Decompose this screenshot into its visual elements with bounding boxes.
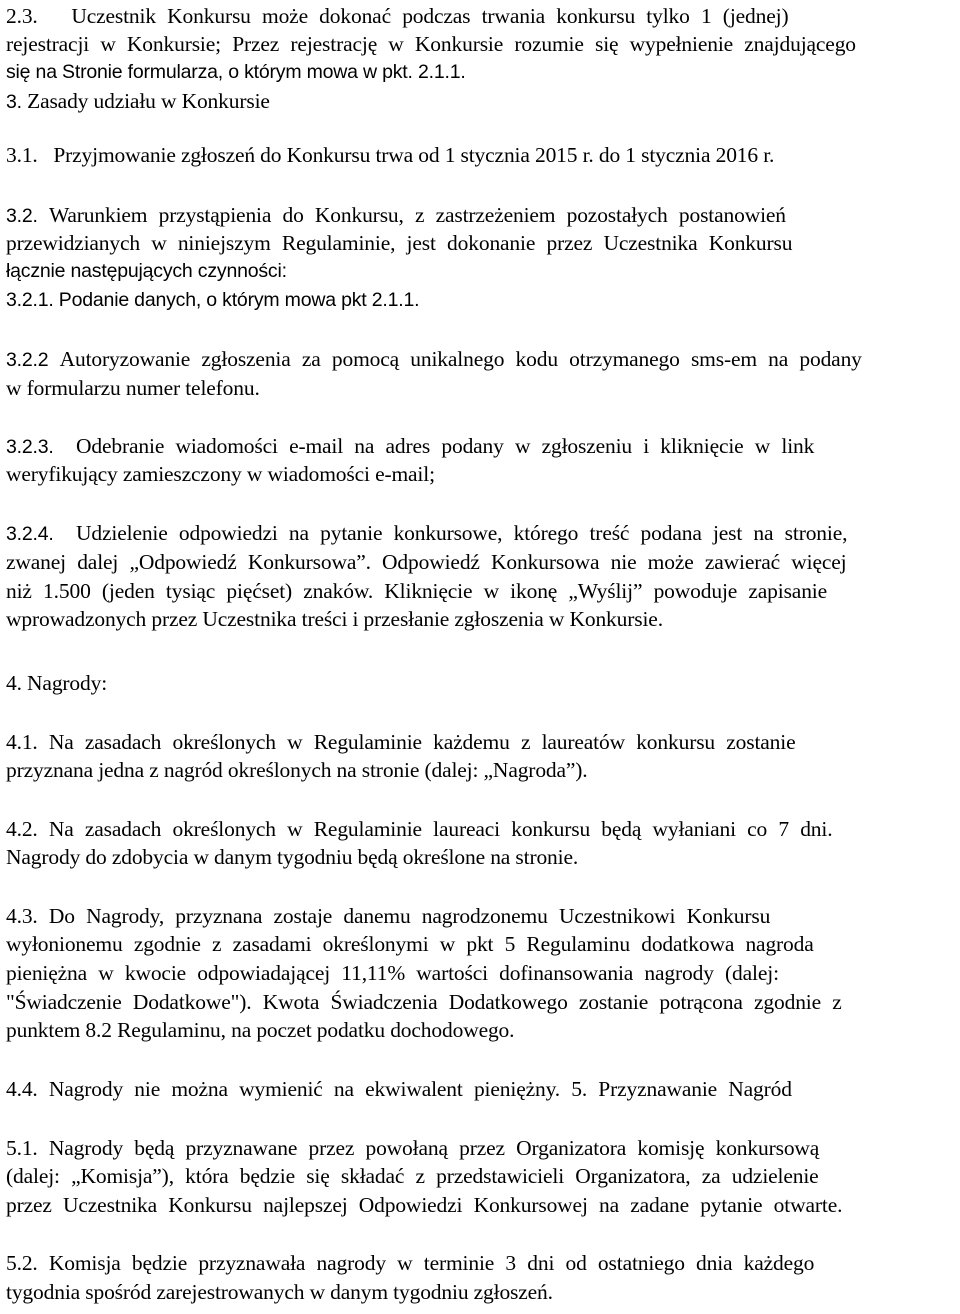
text-segment: 5.2. Komisja będzie przyznawała nagrody w terminie 3 dni od ostatniego dnia każdego <box>6 1251 815 1275</box>
text-segment: 4.1. Na zasadach określonych w Regulaminie każdemu z laureatów konkursu zostanie <box>6 730 796 754</box>
text-segment: 3.1. Przyjmowanie zgłoszeń do Konkursu trwa od 1 stycznia 2015 r. do 1 stycznia 2016 r. <box>6 143 775 167</box>
text-segment: 5.1. Nagrody będą przyznawane przez powołaną przez Organizatora komisję konkursową <box>6 1136 820 1160</box>
text-segment: 3.2. <box>6 205 49 227</box>
text-line <box>6 732 796 754</box>
text-line <box>6 436 814 458</box>
text-segment: przewidzianych w niniejszym Regulaminie, jest dokonanie przez Uczestnika Konkursu <box>6 231 793 255</box>
text-segment: rejestracji w Konkursie; Przez rejestrację w Konkursie rozumie się wypełnienie znajdującego <box>6 32 856 56</box>
text-segment: Udzielenie odpowiedzi na pytanie konkursowe, którego treść podana jest na stronie, <box>76 521 848 545</box>
text-line <box>6 1253 814 1275</box>
text-line <box>6 523 847 545</box>
text-line <box>6 992 842 1014</box>
text-line <box>6 847 578 869</box>
text-line <box>6 819 832 841</box>
text-line <box>6 552 846 574</box>
text-segment: 4.4. Nagrody nie można wymienić na ekwiwalent pieniężny. 5. Przyznawanie Nagród <box>6 1077 792 1101</box>
text-segment: 4.2. Na zasadach określonych w Regulaminie laureaci konkursu będą wyłaniani co 7 dni. <box>6 817 833 841</box>
text-line <box>6 1020 514 1042</box>
text-line <box>6 1079 792 1101</box>
text-line <box>6 378 260 400</box>
text-segment: Autoryzowanie zgłoszenia za pomocą unikalnego kodu otrzymanego sms-em na podany <box>59 347 862 371</box>
text-segment: 3.2.4. <box>6 523 77 545</box>
text-line <box>6 464 435 486</box>
text-line <box>6 6 788 28</box>
text-line <box>6 673 107 695</box>
text-segment: 3.2.2 <box>6 349 60 371</box>
text-segment: Odebranie wiadomości e-mail na adres podany w zgłoszeniu i kliknięcie w link <box>76 434 815 458</box>
text-segment: 2.3. Uczestnik Konkursu może dokonać podczas trwania konkursu tylko 1 (jednej) <box>6 4 789 28</box>
text-segment: 3.2.3. <box>6 436 77 458</box>
text-line <box>6 934 814 956</box>
text-line <box>6 262 287 282</box>
text-line <box>6 1166 819 1188</box>
text-segment: przez Uczestnika Konkursu najlepszej Odpowiedzi Konkursowej na zadane pytanie otwarte. <box>6 1193 843 1217</box>
text-line <box>6 233 792 255</box>
text-line <box>6 205 786 227</box>
text-line <box>6 34 856 56</box>
text-line <box>6 581 827 603</box>
text-segment: Warunkiem przystąpienia do Konkursu, z zastrzeżeniem pozostałych postanowień <box>48 203 786 227</box>
text-line <box>6 63 466 83</box>
text-segment: pieniężna w kwocie odpowiadającej 11,11% wartości dofinansowania nagrody (dalej: <box>6 961 779 985</box>
text-segment: tygodnia spośród zarejestrowanych w danym tygodniu zgłoszeń. <box>6 1280 553 1304</box>
text-line <box>6 291 419 311</box>
text-segment: Nagrody do zdobycia w danym tygodniu będą określone na stronie. <box>6 845 579 869</box>
text-line <box>6 760 588 782</box>
text-segment: "Świadczenie Dodatkowe"). Kwota Świadczenia Dodatkowego zostanie potrącona zgodnie z <box>6 990 842 1014</box>
text-segment: zwanej dalej „Odpowiedź Konkursowa”. Odpowiedź Konkursowa nie może zawierać więcej <box>6 550 847 574</box>
text-segment: punktem 8.2 Regulaminu, na poczet podatku dochodowego. <box>6 1018 515 1042</box>
text-segment: niż 1.500 (jeden tysiąc pięćset) znaków. Kliknięcie w ikonę „Wyślij” powoduje zapisanie <box>6 579 828 603</box>
text-line <box>6 1282 553 1304</box>
text-segment: łącznie następujących czynności: <box>6 260 287 282</box>
text-line <box>6 963 779 985</box>
text-line <box>6 609 663 631</box>
text-segment: weryfikujący zamieszczony w wiadomości e-mail; <box>6 462 435 486</box>
text-segment: się na Stronie formularza, o którym mowa w pkt. 2.1.1. <box>6 61 466 83</box>
text-segment: Zasady udziału w Konkursie <box>27 89 270 113</box>
text-segment: przyznana jedna z nagród określonych na stronie (dalej: „Nagroda”). <box>6 758 588 782</box>
text-line <box>6 1138 819 1160</box>
text-segment: 4.3. Do Nagrody, przyznana zostaje danemu nagrodzonemu Uczestnikowi Konkursu <box>6 904 771 928</box>
text-segment: 3. <box>6 91 28 113</box>
text-segment: wyłonionemu zgodnie z zasadami określonymi w pkt 5 Regulaminu dodatkowa nagroda <box>6 932 814 956</box>
text-segment: w formularzu numer telefonu. <box>6 376 260 400</box>
text-line <box>6 91 270 113</box>
text-segment: wprowadzonych przez Uczestnika treści i przesłanie zgłoszenia w Konkursie. <box>6 607 663 631</box>
text-segment: 3.2.1. Podanie danych, o którym mowa pkt 2.1.1. <box>6 289 420 311</box>
text-segment: (dalej: „Komisja”), która będzie się składać z przedstawicieli Organizatora, za udzielenie <box>6 1164 819 1188</box>
text-segment: 4. Nagrody: <box>6 671 108 695</box>
text-line <box>6 349 862 371</box>
text-line <box>6 906 770 928</box>
text-line <box>6 145 774 167</box>
text-line <box>6 1195 842 1217</box>
